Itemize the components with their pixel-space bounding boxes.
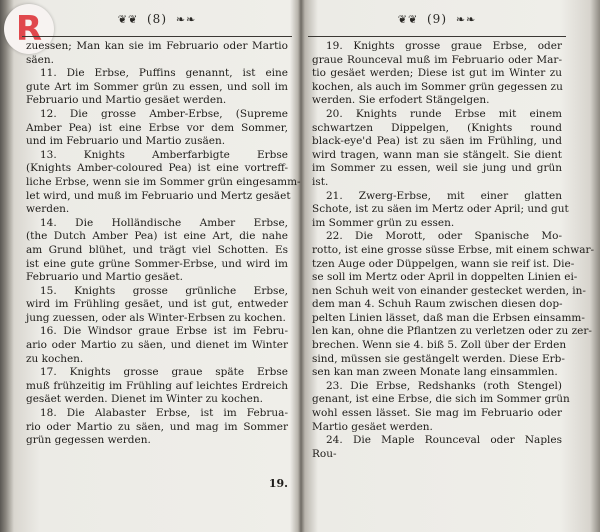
text-line: 24. Die Maple Rounceval oder Naples bbox=[326, 434, 562, 447]
text-line: säen. bbox=[26, 53, 54, 66]
left-page bbox=[22, 0, 301, 532]
text-line: 14. Die Holländische Amber Erbse, bbox=[40, 216, 288, 229]
text-line: Rou- bbox=[312, 447, 337, 460]
text-line: gute Art im Sommer grün zu essen, und soll im bbox=[26, 80, 288, 93]
text-line: pelten Linien lässet, daß man die Erbsen einsamm- bbox=[312, 311, 585, 324]
header-rule bbox=[22, 36, 292, 37]
text-line: black-eye'd Pea) ist zu säen im Frühling, und bbox=[312, 135, 562, 148]
ornament-icon: ❦❦ bbox=[397, 13, 419, 26]
text-line: muß frühzeitig im Frühling auf leichtes Erdreich bbox=[26, 379, 288, 392]
text-line: tzen Auge oder Düppelgen, wann sie reif ist. Die- bbox=[312, 257, 575, 270]
header-rule bbox=[308, 36, 566, 37]
left-page-body bbox=[26, 40, 301, 448]
text-line: Martio gesäet werden. bbox=[312, 420, 433, 433]
right-page-number: (9) bbox=[427, 12, 447, 26]
text-line: graue Rounceval muß im Februario oder Mar- bbox=[312, 53, 562, 66]
text-line: nen Schuh weit von einander gestecket werden, in- bbox=[312, 284, 586, 297]
text-line: Amber Pea) ist eine Erbse vor dem Sommer, bbox=[26, 121, 288, 134]
ornament-icon: ❦❦ bbox=[117, 13, 139, 26]
right-page-header bbox=[308, 12, 566, 26]
text-line: 23. Die Erbse, Redshanks (roth Stengel) bbox=[326, 379, 562, 392]
catchword: 19. bbox=[268, 477, 288, 490]
text-line: wird tragen, wann man sie stängelt. Sie dient bbox=[312, 148, 562, 161]
text-line: tio gesäet werden; Diese ist gut im Winter zu bbox=[312, 67, 562, 80]
text-line: se soll im Mertz oder April in doppelten Linien ei- bbox=[312, 271, 578, 284]
text-line: 15. Knights grosse grünliche Erbse, bbox=[40, 284, 288, 297]
text-line: wird im Frühling gesäet, und ist gut, entweder bbox=[26, 298, 288, 311]
text-line: 11. Die Erbse, Puffins genannt, ist eine bbox=[40, 67, 288, 80]
left-page-number: (8) bbox=[147, 12, 167, 26]
right-page bbox=[308, 0, 595, 532]
text-line: 20. Knights runde Erbse mit einem bbox=[326, 107, 562, 120]
text-line: ist eine gute grüne Sommer-Erbse, und wird im bbox=[26, 257, 288, 270]
text-line: Februario und Martio gesäet. bbox=[26, 271, 183, 284]
text-line: let wird, und muß im Februario und Mertz gesäet bbox=[26, 189, 291, 202]
text-line: 21. Zwerg-Erbse, mit einer glatten bbox=[326, 189, 562, 202]
text-line: grün gegessen werden. bbox=[26, 434, 151, 447]
left-page-header bbox=[22, 12, 292, 26]
text-line: sind, müssen sie gestängelt werden. Diese Erb- bbox=[312, 352, 565, 365]
text-line: (the Dutch Amber Pea) ist eine Art, die nahe bbox=[26, 230, 288, 243]
text-line: liche Erbse, wenn sie im Sommer grün eingesamm- bbox=[26, 175, 301, 188]
text-line: werden. Sie erfodert Stängelgen. bbox=[312, 94, 490, 107]
text-line: Februario und Martio gesäet werden. bbox=[26, 94, 227, 107]
text-line: zu kochen. bbox=[26, 352, 84, 365]
text-line: kochen, als auch im Sommer grün gegessen zu bbox=[312, 80, 563, 93]
text-line: Schote, ist zu säen im Mertz oder April; und gut bbox=[312, 203, 569, 216]
text-line: 17. Knights grosse graue späte Erbse bbox=[40, 366, 288, 379]
text-line: zuessen; Man kan sie im Februario oder Martio bbox=[26, 40, 288, 52]
text-line: im Sommer zu essen, weil sie jung und grün bbox=[312, 162, 562, 175]
text-line: 13. Knights Amberfarbigte Erbse bbox=[40, 148, 288, 161]
text-line: gesäet werden. Dienet im Winter zu kochen. bbox=[26, 393, 263, 406]
text-line: dem man 4. Schuh Raum zwischen diesen dop- bbox=[312, 298, 563, 311]
ornament-icon: ❧❧ bbox=[455, 13, 477, 26]
text-line: 12. Die grosse Amber-Erbse, (Supreme bbox=[40, 107, 288, 120]
text-line: 22. Die Morott, oder Spanische Mo- bbox=[326, 230, 562, 243]
text-line: jung zuessen, oder als Winter-Erbsen zu kochen. bbox=[26, 311, 286, 324]
text-line: rio oder Martio zu säen, und mag im Sommer bbox=[26, 420, 288, 433]
text-line: werden. bbox=[26, 203, 70, 216]
text-line: genant, ist eine Erbse, die sich im Sommer grün bbox=[312, 393, 570, 406]
text-line: schwartzen Dippelgen, (Knights round bbox=[312, 121, 562, 134]
text-line: und im Februario und Martio zusäen. bbox=[26, 135, 226, 148]
text-line: 18. Die Alabaster Erbse, ist im Februa- bbox=[40, 407, 288, 420]
text-line: ario oder Martio zu säen, und dienet im Winter bbox=[26, 339, 288, 352]
text-line: (Knights Amber-coloured Pea) ist eine vortreff- bbox=[26, 162, 288, 175]
text-line: am Grund blühet, und trägt viel Schotten. Es bbox=[26, 243, 288, 256]
text-line: wohl essen lässet. Sie mag im Februario oder bbox=[312, 407, 562, 420]
text-line: im Sommer grün zu essen. bbox=[312, 216, 455, 229]
text-line: len kan, ohne die Pflantzen zu verletzen oder zu zer- bbox=[312, 325, 592, 338]
r-logo-letter: R bbox=[15, 9, 43, 49]
text-line: rotto, ist eine grosse süsse Erbse, mit einem schwar- bbox=[312, 243, 595, 256]
text-line: 16. Die Windsor graue Erbse ist im Febru- bbox=[40, 325, 288, 338]
text-line: 19. Knights grosse graue Erbse, oder bbox=[326, 40, 562, 52]
right-page-body bbox=[312, 40, 595, 461]
text-line: sen kan man zween Monate lang einsammlen. bbox=[312, 366, 558, 379]
text-line: ist. bbox=[312, 175, 329, 188]
text-line: brechen. Wenn sie 4. biß 5. Zoll über der Erden bbox=[312, 339, 567, 352]
ornament-icon: ❧❧ bbox=[175, 13, 197, 26]
